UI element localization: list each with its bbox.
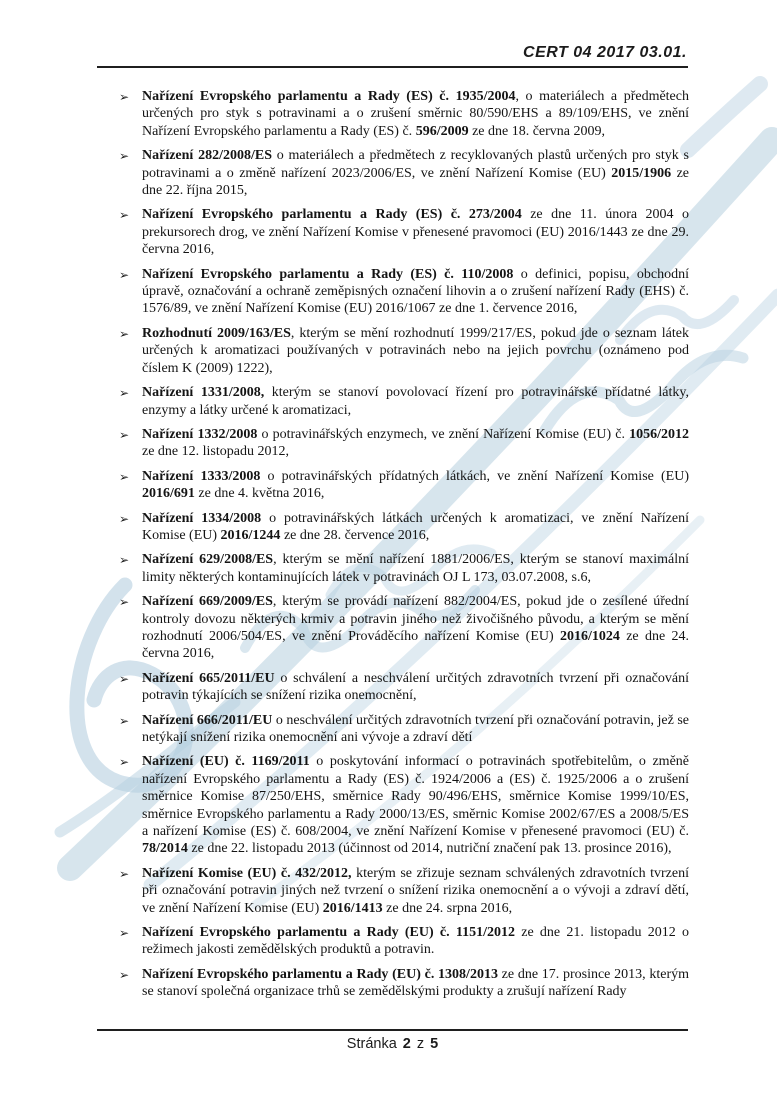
list-item-text: Nařízení Evropského parlamentu a Rady (EU) č. 1151/2012 ze dne 21. listopadu 2012 o režimech jakosti zemědělských produktů a potravin. xyxy=(142,925,689,958)
list-item xyxy=(119,924,689,959)
list-item-text: Rozhodnutí 2009/163/ES, kterým se mění rozhodnutí 1999/217/ES, pokud jde o seznam látek určených k aromatizaci používaných v potravinách nebo na jejich povrchu (oznámeno pod číslem K (2009) 1222), xyxy=(142,325,689,376)
footer-page-label xyxy=(97,1036,688,1052)
list-item xyxy=(119,593,689,663)
list-item-text: Nařízení 665/2011/EU o schválení a neschválení určitých zdravotních tvrzení při označování potravin týkajících se snížení rizika onemocnění, xyxy=(142,670,689,704)
arrow-bullet-icon: ➢ xyxy=(119,427,130,442)
list-item xyxy=(119,384,689,419)
list-item-text: Nařízení Evropského parlamentu a Rady (ES) č. 273/2004 ze dne 11. února 2004 o prekursorech drog, ve znění Nařízení Komise v přenesené pravomoci (EU) 2016/1443 ze dne 29. června 2016, xyxy=(142,207,689,258)
list-item-text: Nařízení Evropského parlamentu a Rady (ES) č. 1935/2004, o materiálech a předmětech určených pro styk s potravinami a o zrušení směrnic 80/590/EHS a 89/109/EHS, ve znění Nařízení Evropského parlamentu a Rady (ES) č. 596/2009 ze dne 18. června 2009, xyxy=(142,89,689,139)
list-item xyxy=(119,325,689,377)
list-item-text: Nařízení 666/2011/EU o neschválení určitých zdravotních tvrzení při označování potravin, jež se netýkají snížení rizika onemocnění ani vývoje a zdraví dětí xyxy=(142,712,689,745)
arrow-bullet-icon: ➢ xyxy=(119,671,130,686)
list-item xyxy=(119,206,689,258)
footer-page-word: Stránka xyxy=(346,1036,397,1052)
list-item-text: Nařízení Evropského parlamentu a Rady (EU) č. 1308/2013 ze dne 17. prosince 2013, kterým se stanoví společná organizace trhů se zemědělskými produkty a zrušují nařízení Rady xyxy=(142,966,689,1000)
list-item xyxy=(119,147,689,199)
list-item xyxy=(119,468,689,503)
list-item-text: Nařízení 1334/2008 o potravinářských látkách určených k aromatizaci, ve znění Nařízení Komise (EU) 2016/1244 ze dne 28. července 2016, xyxy=(142,510,689,543)
footer-page-number: 2 xyxy=(402,1036,411,1052)
list-item xyxy=(119,88,689,140)
list-item-text: Nařízení (EU) č. 1169/2011 o poskytování informací o potravinách spotřebitelům, o změně nařízení Evropského parlamentu a Rady (ES) č. 1924/2006 a (ES) č. 1925/2006 a o zrušení směrnice Komise 87/250/EHS, směrnice Rady 90/496/EHS, směrnice Komise 1999/10/ES, směrnice Evropského parlamentu a Rady 2000/13/ES, směrnic Komise 2002/67/ES a 2008/5/ES a nařízení Komise (ES) č. 608/2004, ve znění Nařízení Komise v přenesené pravomoci (EU) č. 78/2014 ze dne 22. listopadu 2013 (účinnost od 2014, nutriční značení pak 13. prosince 2016), xyxy=(142,754,690,857)
list-item-text: Nařízení 669/2009/ES, kterým se provádí nařízení 882/2004/ES, pokud jde o zesílené úřední kontroly dovozu některých krmiv a potravin jiného než živočišného původu, a kterým se mění rozhodnutí 2006/504/ES, ve znění Prováděcího nařízení Komise (EU) 2016/1024 ze dne 24. června 2016, xyxy=(142,594,689,662)
header-divider xyxy=(97,66,688,68)
list-item xyxy=(119,426,689,461)
arrow-bullet-icon: ➢ xyxy=(119,149,130,164)
list-item xyxy=(119,712,689,747)
list-item-text: Nařízení 1332/2008 o potravinářských enzymech, ve znění Nařízení Komise (EU) č. 1056/2012 ze dne 12. listopadu 2012, xyxy=(142,426,689,460)
arrow-bullet-icon: ➢ xyxy=(119,926,130,941)
arrow-bullet-icon: ➢ xyxy=(119,713,130,728)
footer-total-pages: 5 xyxy=(430,1036,439,1052)
list-item-text: Nařízení 1333/2008 o potravinářských přídatných látkách, ve znění Nařízení Komise (EU) 2016/691 ze dne 4. května 2016, xyxy=(142,468,689,502)
arrow-bullet-icon: ➢ xyxy=(119,553,130,568)
arrow-bullet-icon: ➢ xyxy=(119,967,130,982)
footer-of-separator: z xyxy=(416,1036,425,1052)
arrow-bullet-icon: ➢ xyxy=(119,267,130,282)
list-item xyxy=(119,510,689,545)
arrow-bullet-icon: ➢ xyxy=(119,208,130,223)
arrow-bullet-icon: ➢ xyxy=(119,866,130,881)
arrow-bullet-icon: ➢ xyxy=(119,469,130,484)
arrow-bullet-icon: ➢ xyxy=(119,326,130,341)
document-code: CERT 04 2017 03.01. xyxy=(523,44,687,61)
list-item-text: Nařízení 629/2008/ES, kterým se mění nařízení 1881/2006/ES, kterým se stanoví maximální limity některých kontaminujících látek v potravinách OJ L 173, 03.07.2008, s.6, xyxy=(142,552,689,585)
list-item xyxy=(119,753,689,857)
list-item xyxy=(119,966,689,1001)
list-item xyxy=(119,551,689,586)
footer-divider xyxy=(97,1029,688,1031)
arrow-bullet-icon: ➢ xyxy=(119,90,130,104)
list-item xyxy=(119,266,689,318)
list-item-text: Nařízení 282/2008/ES o materiálech a předmětech z recyklovaných plastů určených pro styk s potravinami a o změně nařízení 2023/2006/ES, ve znění Nařízení Komise (EU) 2015/1906 ze dne 22. října 2015, xyxy=(142,148,689,199)
list-item-text: Nařízení Komise (EU) č. 432/2012, kterým se zřizuje seznam schválených zdravotních tvrzení při označování potravin jiných než tvrzení o snížení rizika onemocnění a o vývoji a zdraví dětí, ve znění Nařízení Komise (EU) 2016/1413 ze dne 24. srpna 2016, xyxy=(142,865,689,916)
list-item xyxy=(119,865,689,917)
list-item-text: Nařízení 1331/2008, kterým se stanoví povolovací řízení pro potravinářské přídatné látky, enzymy a látky určené k aromatizaci, xyxy=(142,385,689,418)
arrow-bullet-icon: ➢ xyxy=(119,595,130,610)
regulation-list xyxy=(119,88,689,1008)
list-item xyxy=(119,670,689,705)
list-item-text: Nařízení Evropského parlamentu a Rady (ES) č. 110/2008 o definici, popisu, obchodní úpravě, označování a ochraně zeměpisných označení lihovin a o zrušení nařízení Rady (EHS) č. 1576/89, ve znění Nařízení Komise (EU) 2016/1067 ze dne 1. července 2016, xyxy=(142,266,690,317)
arrow-bullet-icon: ➢ xyxy=(119,755,130,770)
arrow-bullet-icon: ➢ xyxy=(119,386,130,401)
arrow-bullet-icon: ➢ xyxy=(119,511,130,526)
